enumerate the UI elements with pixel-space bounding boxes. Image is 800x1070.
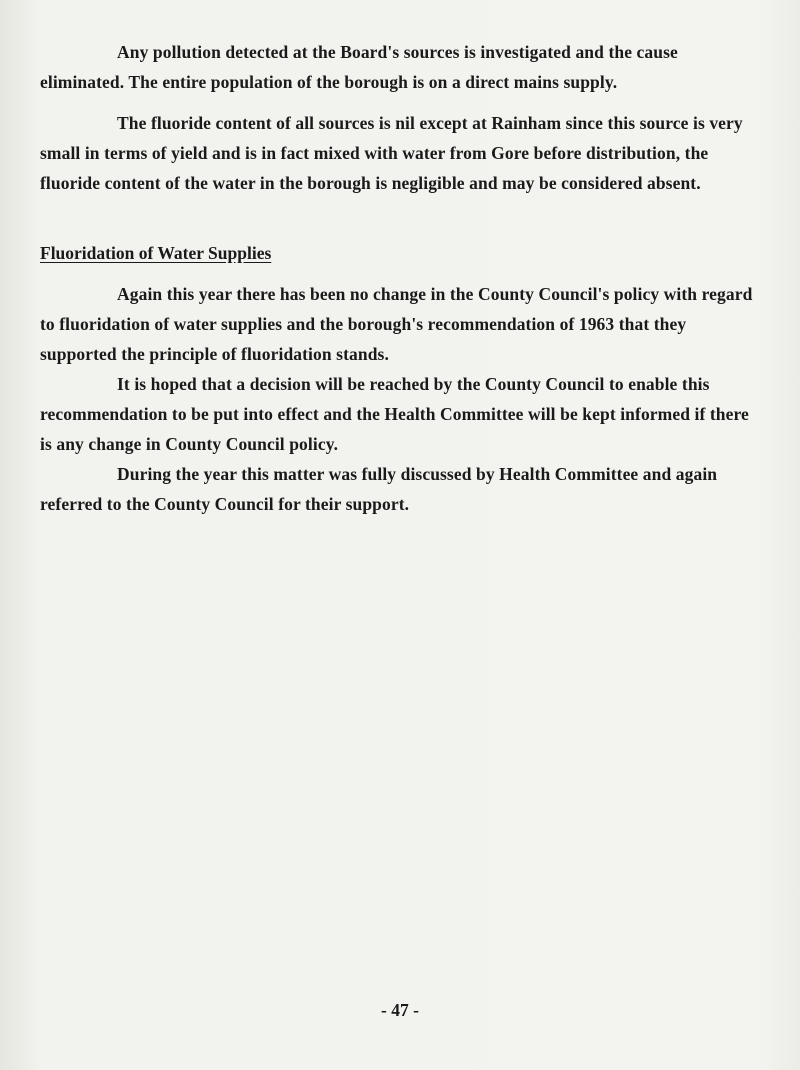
section-heading: Fluoridation of Water Supplies <box>40 243 272 263</box>
paragraph-pollution: Any pollution detected at the Board's sources is investigated and the cause eliminated. The entire population of the borough is on a direct mains supply. <box>40 42 678 92</box>
paragraph-decision-hope: It is hoped that a decision will be reached by the County Council to enable this recommendation to be put into effect and the Health Committee will be kept informed if there is any change in County Council policy. <box>40 374 749 454</box>
paragraph-county-policy: Again this year there has been no change in the County Council's policy with regard to fluoridation of water supplies and the borough's recommendation of 1963 that they supported the principle of fluoridation stands. <box>40 284 753 364</box>
page-number: - 47 - <box>381 1000 419 1020</box>
paragraph-fluoride-content: The fluoride content of all sources is nil except at Rainham since this source is very small in terms of yield and is in fact mixed with water from Gore before distribution, the fluoride content of the water in the borough is negligible and may be considered absent. <box>40 113 743 193</box>
paragraph-discussion: During the year this matter was fully discussed by Health Committee and again referred to the County Council for their support. <box>40 464 718 514</box>
